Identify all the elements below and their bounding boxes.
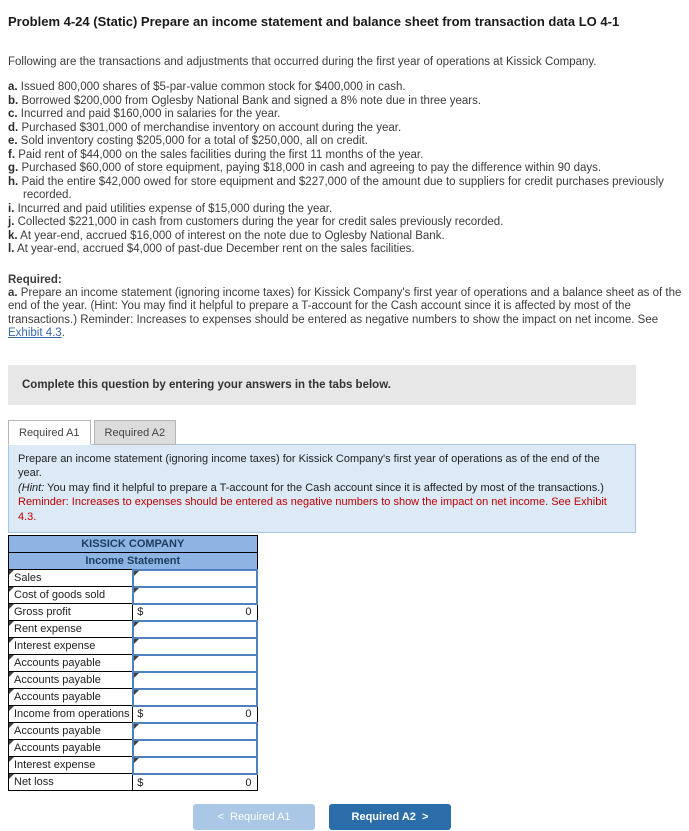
currency-symbol: $ [137, 606, 144, 619]
amount-cell [133, 621, 257, 638]
statement-row [9, 757, 258, 774]
account-label: Income from operations [14, 708, 130, 721]
pager-buttons [8, 804, 636, 830]
exhibit-link[interactable]: Exhibit 4.3 [8, 327, 62, 340]
amount-cell [133, 672, 257, 689]
transaction-letter: h. [8, 175, 19, 188]
transaction-item [8, 95, 683, 109]
transaction-text: Purchased $301,000 of merchandise inventory on account during the year. [21, 121, 402, 134]
amount-cell [133, 740, 257, 757]
hint-label: (Hint: [18, 481, 45, 494]
statement-row [9, 723, 258, 740]
account-cell[interactable] [9, 757, 133, 774]
statement-row [9, 774, 258, 791]
amount-input[interactable] [134, 690, 256, 705]
chevron-right-icon: > [422, 811, 429, 824]
required-body: Prepare an income statement (ignoring income taxes) for Kissick Company's first year of operations and a balance sheet as of the end of the year. (Hint: You may find it helpful to prepare a T-account for the Cash account since it is affected by most of the transactions.) Reminder: Increases to expenses should be entered as negative numbers to show the impact on net income. See [8, 286, 682, 326]
transaction-letter: c. [8, 108, 18, 120]
transaction-item [8, 216, 683, 230]
transaction-letter: k. [8, 229, 18, 242]
transaction-text: Paid the entire $42,000 owed for store equipment and $227,000 of the amount due to suppliers for credit purchases previously recorded. [21, 175, 664, 201]
account-cell[interactable] [9, 638, 133, 655]
transaction-item [8, 81, 683, 95]
statement-row [9, 621, 258, 638]
account-label: Interest expense [14, 640, 96, 653]
account-cell[interactable] [9, 740, 133, 757]
transaction-item [8, 135, 683, 149]
amount-input[interactable] [134, 622, 256, 637]
prev-button-label: Required A1 [230, 811, 291, 824]
statement-title: Income Statement [9, 553, 258, 570]
amount-input[interactable] [134, 656, 256, 671]
account-cell[interactable] [9, 706, 133, 723]
amount-cell [133, 587, 257, 604]
statement-row [9, 587, 258, 604]
transaction-text: Sold inventory costing $205,000 for a total of $250,000, all on credit. [20, 135, 368, 147]
transaction-letter: g. [8, 162, 19, 174]
statement-row [9, 655, 258, 672]
transaction-text: Collected $221,000 in cash from customers during the year for credit sales previously recorded. [17, 216, 504, 228]
transaction-item [8, 162, 683, 176]
statement-row [9, 706, 258, 723]
instruction-panel [8, 444, 636, 534]
transaction-item [8, 149, 683, 163]
amount-cell [133, 638, 257, 655]
transaction-text: Incurred and paid utilities expense of $15,000 during the year. [17, 202, 333, 215]
account-label: Accounts payable [14, 674, 101, 687]
account-label: Interest expense [14, 759, 96, 772]
amount-input[interactable] [134, 741, 256, 756]
required-body-end: . [61, 327, 65, 340]
statement-row [9, 689, 258, 706]
amount-cell [133, 655, 257, 672]
transaction-text: Borrowed $200,000 from Oglesby National Bank and signed a 8% note due in three years. [21, 94, 482, 107]
amount-cell [133, 757, 257, 774]
transaction-item [8, 203, 683, 217]
account-cell[interactable] [9, 774, 133, 791]
transaction-item [8, 122, 683, 136]
account-label: Cost of goods sold [14, 589, 106, 602]
transaction-letter: d. [8, 121, 19, 134]
computed-amount: 0 [245, 606, 252, 619]
transaction-text: Issued 800,000 shares of $5-par-value common stock for $400,000 in cash. [20, 81, 406, 93]
computed-amount: 0 [245, 708, 252, 721]
account-cell[interactable] [9, 604, 133, 621]
transaction-letter: j. [8, 216, 15, 228]
account-cell[interactable] [9, 672, 133, 689]
transaction-text: Purchased $60,000 of store equipment, paying $18,000 in cash and agreeing to pay the difference within 90 days. [21, 162, 602, 174]
instruction-text: Complete this question by entering your answers in the tabs below. [22, 378, 391, 391]
company-header-row [9, 536, 258, 553]
transaction-item [8, 108, 683, 122]
amount-input[interactable] [134, 724, 256, 739]
transaction-text: At year-end, accrued $16,000 of interest on the note due to Oglesby National Bank. [20, 229, 445, 242]
next-button-label: Required A2 [351, 811, 416, 824]
hint-text: You may find it helpful to prepare a T-account for the Cash account since it is affected by most of the transactions.) [44, 481, 604, 494]
page-title: Problem 4-24 (Static) Prepare an income statement and balance sheet from transaction data LO 4-1 [8, 14, 620, 29]
account-label: Gross profit [14, 606, 71, 619]
amount-input[interactable] [134, 639, 256, 654]
chevron-left-icon: < [217, 811, 224, 824]
tab-required-a2[interactable] [94, 420, 177, 445]
account-cell[interactable] [9, 689, 133, 706]
panel-hint [18, 481, 626, 496]
computed-amount: 0 [245, 776, 252, 789]
account-label: Rent expense [14, 623, 82, 636]
account-cell[interactable] [9, 723, 133, 740]
amount-input[interactable] [134, 673, 256, 688]
statement-row [9, 672, 258, 689]
intro-text: Following are the transactions and adjustments that occurred during the first year of operations at Kissick Company. [8, 56, 597, 68]
statement-row [9, 740, 258, 757]
tab-bar [8, 420, 683, 444]
tab-label: Required A1 [19, 426, 80, 439]
transaction-list [8, 81, 683, 257]
statement-row [9, 604, 258, 621]
income-statement-table [8, 535, 258, 791]
computed-amount-cell [133, 604, 257, 621]
next-required-a2-button[interactable] [329, 804, 451, 830]
account-cell[interactable] [9, 570, 133, 587]
amount-input[interactable] [134, 758, 256, 773]
amount-input[interactable] [134, 571, 256, 586]
transaction-letter: f. [8, 148, 16, 161]
transaction-letter: l. [8, 243, 15, 255]
statement-row [9, 570, 258, 587]
transaction-letter: a. [8, 81, 18, 93]
computed-amount-cell [133, 706, 257, 723]
account-cell[interactable] [9, 587, 133, 604]
transaction-text: Incurred and paid $160,000 in salaries for the year. [20, 108, 281, 120]
prev-required-a1-button[interactable] [193, 804, 315, 830]
amount-cell [133, 570, 257, 587]
required-heading: Required: [8, 273, 62, 286]
account-label: Net loss [14, 776, 54, 789]
tab-label: Required A2 [104, 426, 166, 439]
currency-symbol: $ [137, 708, 144, 721]
tab-required-a1[interactable] [8, 420, 91, 445]
computed-amount-cell [133, 774, 257, 791]
account-label: Sales [14, 572, 42, 585]
instruction-box [8, 365, 636, 405]
transaction-letter: b. [8, 94, 19, 107]
currency-symbol: $ [137, 776, 144, 789]
required-item-letter: a. [8, 286, 18, 299]
transaction-item [8, 230, 683, 244]
transaction-letter: i. [8, 202, 15, 215]
transaction-item [8, 243, 683, 257]
transaction-text: At year-end, accrued $4,000 of past-due December rent on the sales facilities. [16, 243, 415, 255]
amount-cell [133, 723, 257, 740]
company-name: KISSICK COMPANY [9, 536, 258, 553]
amount-input[interactable] [134, 588, 256, 603]
transaction-item [8, 176, 683, 203]
statement-row [9, 638, 258, 655]
panel-line-1: Prepare an income statement (ignoring income taxes) for Kissick Company's first year of operations as of the end of the year. [18, 452, 600, 480]
account-cell[interactable] [9, 621, 133, 638]
amount-cell [133, 689, 257, 706]
panel-reminder: Reminder: Increases to expenses should be entered as negative numbers to show the impact on net income. See Exhibit 4.3. [18, 496, 607, 523]
account-cell[interactable] [9, 655, 133, 672]
required-text [8, 287, 683, 341]
transaction-text: Paid rent of $44,000 on the sales facilities during the first 11 months of the year. [18, 148, 424, 161]
statement-title-row [9, 553, 258, 570]
account-label: Accounts payable [14, 657, 101, 670]
account-label: Accounts payable [14, 725, 101, 738]
transaction-letter: e. [8, 135, 18, 147]
account-label: Accounts payable [14, 742, 101, 755]
account-label: Accounts payable [14, 691, 101, 704]
